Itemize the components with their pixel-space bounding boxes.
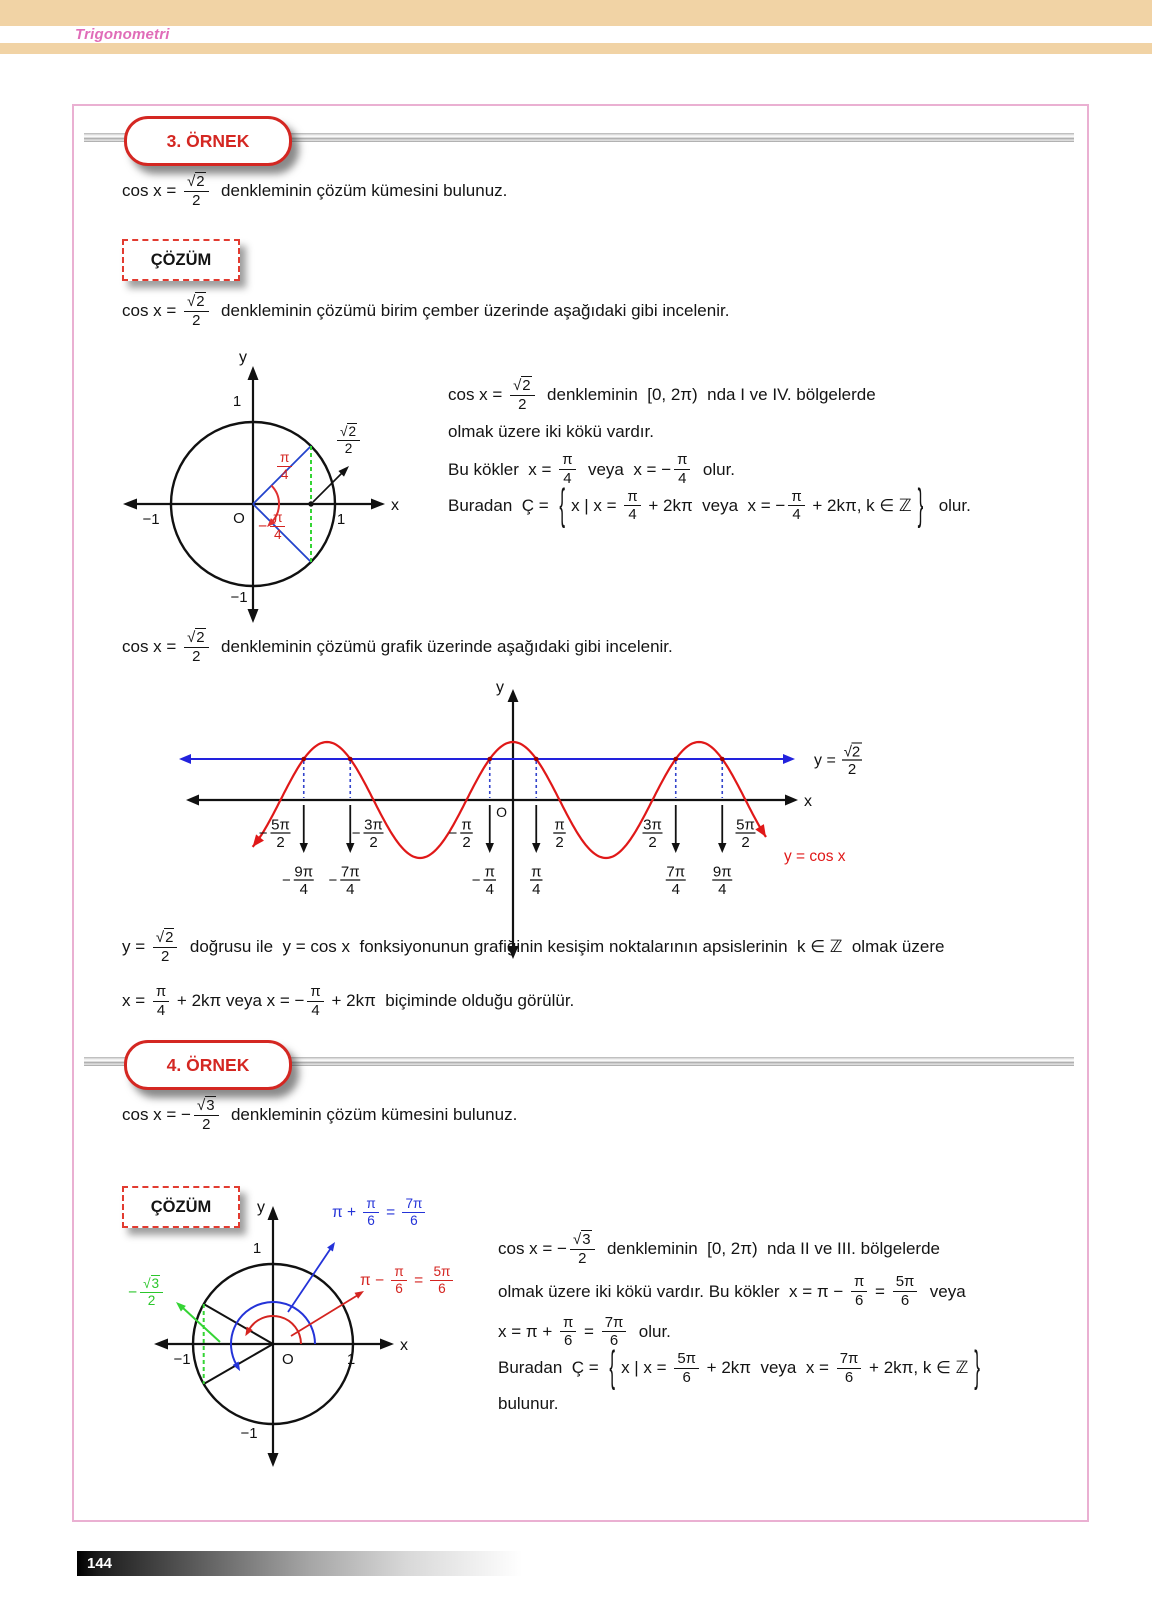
- tick-one-top: 1: [252, 1240, 262, 1257]
- svg-text:π: π: [484, 863, 495, 881]
- y-axis-down-arrow-icon: [268, 1453, 279, 1467]
- svg-text:−: −: [351, 824, 361, 842]
- tick-one-right: 1: [336, 511, 346, 528]
- svg-text:π: π: [531, 863, 542, 881]
- example4-problem: cos x = − $\frac{√3}{2}$ denkleminin çözüm kümesini bulunuz.: [122, 1097, 518, 1133]
- y-axis-label: y: [239, 349, 247, 366]
- svg-text:7π: 7π: [340, 863, 360, 881]
- example3-badge: 3. ÖRNEK: [124, 116, 292, 166]
- blue-label-arrow-icon: [327, 1242, 335, 1252]
- header-band-bottom: [0, 43, 1152, 54]
- angle-label-pi-over-4: $\frac{\pi}{4}$: [274, 451, 295, 483]
- tick-minus-one-bottom: −1: [230, 589, 248, 606]
- svg-text:−: −: [258, 824, 268, 842]
- example3-side-text: [448, 377, 1048, 529]
- svg-text:2: 2: [847, 760, 857, 778]
- example4-side-line3: x = π + $\frac{\pi}{6}$ = $\frac{7\pi}{6}$ olur.: [498, 1313, 671, 1350]
- svg-text:4: 4: [346, 881, 355, 898]
- example3-intro-graph: cos x = $\frac{√2}{2}$ denkleminin çözümü grafik üzerinde aşağıdaki gibi incelenir.: [122, 629, 673, 665]
- green-value-label-minus-sqrt3-over-2: − $\frac{√3}{2}$: [128, 1277, 166, 1309]
- svg-text:2: 2: [555, 834, 564, 851]
- origin-label: O: [282, 1351, 294, 1368]
- svg-text:−: −: [281, 871, 291, 889]
- example4-side-line5: bulunur.: [498, 1393, 559, 1413]
- svg-text:√2: √2: [843, 743, 861, 761]
- y-axis-down-arrow-icon: [248, 609, 259, 623]
- header-title-strip: [0, 26, 1152, 43]
- svg-text:2: 2: [276, 834, 285, 851]
- red-angle-arc: [249, 1316, 301, 1344]
- red-angle-label-5pi-over-6: π − $\frac{\pi}{6}$ = $\frac{5\pi}{6}$: [360, 1265, 456, 1297]
- origin-label: O: [233, 510, 245, 527]
- x-axis-right-arrow-icon: [371, 499, 385, 510]
- cos-value-point: [308, 501, 313, 506]
- example4-side-text: [498, 1232, 1058, 1414]
- blue-label-pointer-line: [288, 1248, 331, 1312]
- unit-circle-diagram-example3: [115, 346, 415, 631]
- x-axis-left-arrow-icon: [123, 499, 137, 510]
- tick-minus-one-bottom: −1: [240, 1425, 258, 1442]
- page-number-bar: [77, 1551, 522, 1576]
- page-number: 144: [87, 1555, 113, 1572]
- x-axis-label: x: [391, 497, 399, 514]
- y-axis-up-arrow-icon: [268, 1206, 279, 1220]
- value-label-sqrt2-over-2: $\frac{√2}{2}$: [334, 425, 363, 457]
- example4-side-line4: Buradan Ç = { x | x = $\frac{5\pi}{6}$ + 2kπ veya x = $\frac{7\pi}{6}$ + 2kπ, k ∈ ℤ }: [498, 1342, 980, 1392]
- value-pointer-line: [313, 472, 343, 502]
- svg-text:2: 2: [369, 834, 378, 851]
- example4-side-line2: olmak üzere iki kökü vardır. Bu kökler x = π − $\frac{\pi}{6}$ = $\frac{5\pi}{6}$ veya: [498, 1273, 966, 1310]
- svg-text:7π: 7π: [666, 863, 686, 881]
- svg-text:9π: 9π: [712, 863, 732, 881]
- example3-side-line3: Bu kökler x = $\frac{\pi}{4}$ veya x = − $\frac{\pi}{4}$ olur.: [448, 451, 736, 488]
- svg-text:O: O: [496, 804, 507, 820]
- angle-label-minus-pi-over-4: − $\frac{\pi}{4}$: [258, 511, 288, 543]
- svg-text:y =: y =: [814, 751, 836, 769]
- svg-text:5π: 5π: [736, 816, 755, 834]
- radius-5pi-over-6: [204, 1304, 273, 1344]
- svg-text:4: 4: [485, 881, 494, 898]
- header-band-top: [0, 0, 1152, 26]
- svg-text:3π: 3π: [364, 816, 383, 834]
- svg-text:−: −: [328, 871, 338, 889]
- tick-minus-one-left: −1: [173, 1351, 191, 1368]
- tick-one-top: 1: [232, 393, 242, 410]
- svg-text:9π: 9π: [294, 863, 314, 881]
- svg-text:π: π: [461, 816, 472, 834]
- green-value-pointer-line: [183, 1308, 220, 1342]
- svg-text:−: −: [471, 871, 481, 889]
- example4-badge: 4. ÖRNEK: [124, 1040, 292, 1090]
- svg-text:y: y: [496, 679, 504, 696]
- example3-conclusion2: x = $\frac{\pi}{4}$ + 2kπ veya x = − $\frac{\pi}{4}$ + 2kπ biçiminde olduğu görülür.: [122, 983, 575, 1019]
- svg-text:y = cos x: y = cos x: [783, 847, 846, 865]
- svg-text:4: 4: [299, 881, 308, 898]
- example3-side-line4: Buradan Ç = { x | x = $\frac{\pi}{4}$ + 2kπ veya x = − $\frac{\pi}{4}$ + 2kπ, k ∈ ℤ } olur.: [448, 480, 971, 529]
- svg-text:−: −: [448, 824, 458, 842]
- unit-circle-diagram-example4: [148, 1196, 458, 1496]
- svg-text:5π: 5π: [271, 816, 290, 834]
- svg-text:2: 2: [648, 834, 657, 851]
- svg-text:3π: 3π: [643, 816, 662, 834]
- x-axis-right-arrow-icon: [380, 1339, 394, 1350]
- example3-conclusion1: y = $\frac{√2}{2}$ doğrusu ile y = cos x fonksiyonunun grafiğinin kesişim noktalarının apsislerinin k ∈ ℤ olmak üzere: [122, 929, 945, 965]
- svg-text:4: 4: [718, 881, 727, 898]
- tick-minus-one-left: −1: [142, 511, 160, 528]
- example4-side-line1: cos x = − $\frac{√3}{2}$ denkleminin [0, 2π) nda II ve III. bölgelerde: [498, 1231, 941, 1267]
- blue-angle-label-7pi-over-6: π + $\frac{\pi}{6}$ = $\frac{7\pi}{6}$: [332, 1197, 428, 1229]
- example3-problem: cos x = $\frac{√2}{2}$ denkleminin çözüm kümesini bulunuz.: [122, 173, 508, 209]
- svg-text:2: 2: [462, 834, 471, 851]
- x-axis-label: x: [400, 1337, 408, 1354]
- example3-solution-badge: ÇÖZÜM: [122, 239, 240, 281]
- svg-text:4: 4: [532, 881, 541, 898]
- svg-text:4: 4: [671, 881, 680, 898]
- y-axis-label: y: [257, 1199, 265, 1216]
- y-axis-up-arrow-icon: [248, 366, 259, 380]
- x-axis-left-arrow-icon: [154, 1339, 168, 1350]
- tick-one-right: 1: [346, 1351, 356, 1368]
- page-header-title: Trigonometri: [75, 26, 170, 43]
- example4-solution-badge: ÇÖZÜM: [122, 1186, 240, 1228]
- svg-text:2: 2: [741, 834, 750, 851]
- example3-side-line1: cos x = $\frac{√2}{2}$ denkleminin [0, 2π) nda I ve IV. bölgelerde: [448, 377, 876, 413]
- example3-side-line2: olmak üzere iki kökü vardır.: [448, 422, 654, 442]
- svg-text:x: x: [804, 793, 812, 810]
- example3-intro-circle: cos x = $\frac{√2}{2}$ denkleminin çözümü birim çember üzerinde aşağıdaki gibi incelenir.: [122, 293, 730, 329]
- svg-text:π: π: [554, 816, 565, 834]
